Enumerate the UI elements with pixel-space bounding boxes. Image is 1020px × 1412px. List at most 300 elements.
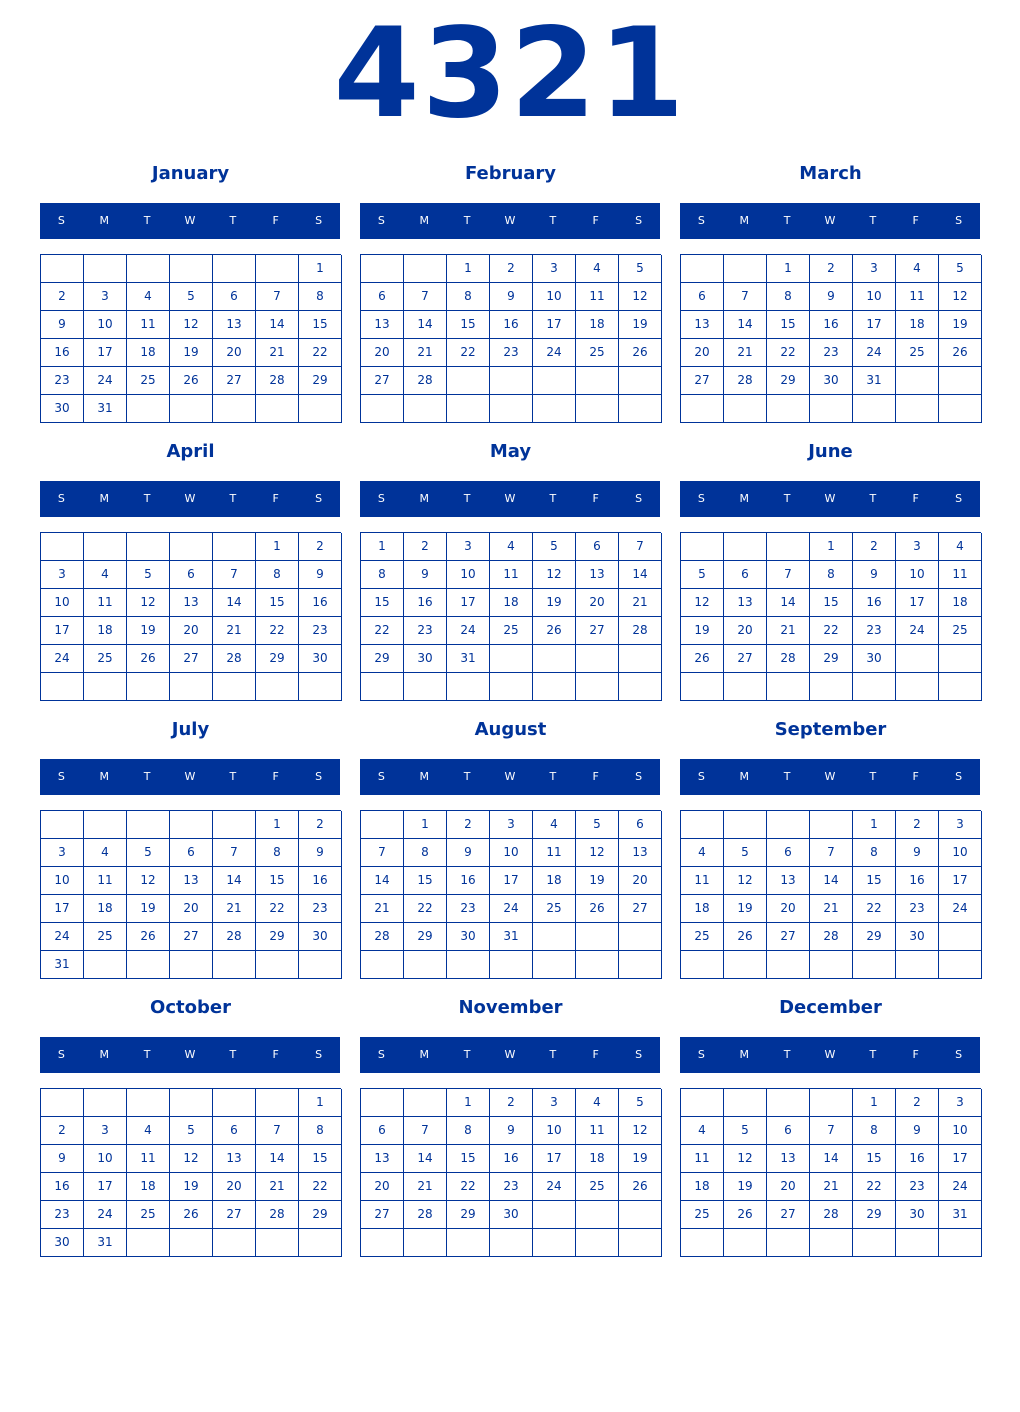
empty-day-cell	[533, 951, 576, 979]
day-cell: 16	[490, 1145, 533, 1173]
empty-day-cell	[256, 395, 299, 423]
empty-day-cell	[939, 367, 982, 395]
day-cell: 24	[533, 1173, 576, 1201]
day-cell: 22	[447, 339, 490, 367]
day-grid	[40, 254, 341, 423]
day-cell: 30	[404, 645, 447, 673]
empty-day-cell	[404, 255, 447, 283]
weekday-label: S	[635, 214, 643, 227]
day-cell: 16	[447, 867, 490, 895]
day-cell: 10	[939, 839, 982, 867]
empty-day-cell	[213, 673, 256, 701]
weekday-label: S	[955, 214, 963, 227]
day-cell: 15	[404, 867, 447, 895]
day-cell: 6	[681, 283, 724, 311]
day-cell: 14	[404, 1145, 447, 1173]
empty-day-cell	[896, 645, 939, 673]
empty-day-cell	[170, 533, 213, 561]
day-cell: 24	[84, 367, 127, 395]
empty-day-cell	[810, 951, 853, 979]
empty-day-cell	[213, 811, 256, 839]
day-cell: 30	[896, 1201, 939, 1229]
day-cell: 31	[447, 645, 490, 673]
day-cell: 17	[41, 895, 84, 923]
empty-day-cell	[447, 673, 490, 701]
day-cell: 9	[896, 839, 939, 867]
day-cell: 15	[767, 311, 810, 339]
weekday-label: W	[824, 492, 836, 505]
day-cell: 23	[853, 617, 896, 645]
empty-day-cell	[767, 1089, 810, 1117]
day-cell: 11	[939, 561, 982, 589]
day-cell: 31	[939, 1201, 982, 1229]
empty-day-cell	[681, 951, 724, 979]
day-cell: 16	[299, 867, 342, 895]
day-cell: 22	[299, 339, 342, 367]
empty-day-cell	[404, 951, 447, 979]
day-cell: 12	[170, 1145, 213, 1173]
day-cell: 30	[810, 367, 853, 395]
day-cell: 11	[490, 561, 533, 589]
weekday-label: T	[549, 214, 557, 227]
day-cell: 21	[724, 339, 767, 367]
weekday-label: F	[592, 214, 599, 227]
empty-day-cell	[681, 533, 724, 561]
empty-day-cell	[724, 533, 767, 561]
weekday-label: M	[419, 1048, 430, 1061]
weekday-label: T	[783, 492, 791, 505]
day-cell: 7	[404, 283, 447, 311]
empty-day-cell	[724, 395, 767, 423]
day-cell: 29	[404, 923, 447, 951]
empty-day-cell	[853, 673, 896, 701]
empty-day-cell	[724, 951, 767, 979]
day-cell: 8	[853, 1117, 896, 1145]
weekday-label: T	[143, 214, 151, 227]
day-cell: 21	[810, 1173, 853, 1201]
empty-day-cell	[299, 951, 342, 979]
day-cell: 1	[447, 255, 490, 283]
empty-day-cell	[939, 395, 982, 423]
day-cell: 23	[447, 895, 490, 923]
empty-day-cell	[127, 255, 170, 283]
day-cell: 3	[41, 839, 84, 867]
day-cell: 29	[299, 1201, 342, 1229]
day-cell: 29	[361, 645, 404, 673]
day-cell: 17	[41, 617, 84, 645]
weekday-label: W	[184, 770, 196, 783]
day-cell: 6	[361, 1117, 404, 1145]
day-cell: 1	[853, 1089, 896, 1117]
day-cell: 4	[681, 839, 724, 867]
day-cell: 18	[490, 589, 533, 617]
day-cell: 10	[939, 1117, 982, 1145]
weekday-label: M	[419, 770, 430, 783]
weekday-label: T	[783, 1048, 791, 1061]
day-cell: 4	[490, 533, 533, 561]
day-cell: 15	[256, 589, 299, 617]
day-cell: 12	[724, 1145, 767, 1173]
day-cell: 28	[256, 1201, 299, 1229]
weekday-label: S	[955, 492, 963, 505]
day-grid	[360, 254, 661, 423]
year-title: 4321	[333, 2, 687, 146]
day-cell: 1	[810, 533, 853, 561]
day-cell: 5	[170, 283, 213, 311]
day-cell: 27	[170, 645, 213, 673]
month-february	[360, 158, 661, 428]
day-cell: 25	[84, 923, 127, 951]
day-cell: 7	[256, 283, 299, 311]
weekday-label: S	[377, 1048, 385, 1061]
day-cell: 18	[84, 895, 127, 923]
empty-day-cell	[170, 811, 213, 839]
weekday-label: M	[739, 1048, 750, 1061]
day-cell: 17	[84, 339, 127, 367]
day-cell: 15	[447, 311, 490, 339]
month-april	[40, 436, 341, 706]
empty-day-cell	[681, 673, 724, 701]
day-cell: 16	[490, 311, 533, 339]
empty-day-cell	[127, 951, 170, 979]
day-cell: 6	[170, 839, 213, 867]
day-cell: 28	[404, 367, 447, 395]
day-cell: 17	[533, 1145, 576, 1173]
empty-day-cell	[533, 673, 576, 701]
empty-day-cell	[361, 951, 404, 979]
empty-day-cell	[361, 1089, 404, 1117]
day-cell: 18	[681, 1173, 724, 1201]
day-cell: 26	[619, 339, 662, 367]
day-cell: 8	[810, 561, 853, 589]
day-cell: 30	[41, 1229, 84, 1257]
empty-day-cell	[490, 645, 533, 673]
empty-day-cell	[447, 367, 490, 395]
day-cell: 7	[213, 561, 256, 589]
weekday-header	[360, 203, 660, 239]
day-cell: 17	[896, 589, 939, 617]
day-grid	[360, 810, 661, 979]
day-cell: 20	[170, 895, 213, 923]
day-grid	[680, 532, 981, 701]
day-cell: 3	[533, 255, 576, 283]
day-grid	[40, 810, 341, 979]
day-cell: 8	[361, 561, 404, 589]
day-cell: 5	[533, 533, 576, 561]
day-cell: 11	[127, 1145, 170, 1173]
day-cell: 15	[447, 1145, 490, 1173]
day-cell: 24	[447, 617, 490, 645]
day-cell: 9	[41, 1145, 84, 1173]
day-cell: 31	[490, 923, 533, 951]
month-title: March	[799, 163, 862, 184]
day-cell: 20	[213, 1173, 256, 1201]
day-cell: 12	[939, 283, 982, 311]
empty-day-cell	[939, 923, 982, 951]
empty-day-cell	[939, 645, 982, 673]
empty-day-cell	[681, 255, 724, 283]
day-grid	[680, 254, 981, 423]
day-cell: 16	[810, 311, 853, 339]
weekday-label: T	[463, 492, 471, 505]
day-cell: 14	[724, 311, 767, 339]
day-cell: 30	[299, 645, 342, 673]
day-cell: 6	[576, 533, 619, 561]
empty-day-cell	[490, 951, 533, 979]
weekday-label: S	[57, 492, 65, 505]
empty-day-cell	[84, 811, 127, 839]
weekday-label: T	[783, 770, 791, 783]
empty-day-cell	[576, 395, 619, 423]
empty-day-cell	[127, 1229, 170, 1257]
day-cell: 30	[299, 923, 342, 951]
empty-day-cell	[619, 951, 662, 979]
day-cell: 22	[767, 339, 810, 367]
day-cell: 14	[213, 589, 256, 617]
day-cell: 12	[576, 839, 619, 867]
day-cell: 8	[447, 283, 490, 311]
weekday-label: T	[143, 1048, 151, 1061]
day-cell: 17	[939, 867, 982, 895]
empty-day-cell	[41, 811, 84, 839]
day-cell: 24	[853, 339, 896, 367]
day-cell: 2	[490, 255, 533, 283]
weekday-label: S	[377, 214, 385, 227]
empty-day-cell	[41, 533, 84, 561]
empty-day-cell	[681, 395, 724, 423]
day-cell: 21	[404, 339, 447, 367]
day-cell: 1	[853, 811, 896, 839]
day-cell: 26	[681, 645, 724, 673]
empty-day-cell	[170, 1089, 213, 1117]
weekday-label: F	[272, 1048, 279, 1061]
day-cell: 30	[853, 645, 896, 673]
day-cell: 6	[213, 1117, 256, 1145]
day-cell: 16	[299, 589, 342, 617]
empty-day-cell	[127, 533, 170, 561]
day-cell: 11	[84, 867, 127, 895]
day-cell: 17	[853, 311, 896, 339]
day-cell: 13	[361, 1145, 404, 1173]
month-july	[40, 714, 341, 984]
day-cell: 6	[170, 561, 213, 589]
day-cell: 10	[447, 561, 490, 589]
day-cell: 22	[810, 617, 853, 645]
day-cell: 10	[853, 283, 896, 311]
weekday-label: W	[504, 214, 516, 227]
day-cell: 7	[767, 561, 810, 589]
weekday-label: M	[99, 1048, 110, 1061]
weekday-label: S	[315, 770, 323, 783]
day-cell: 4	[84, 561, 127, 589]
day-cell: 7	[619, 533, 662, 561]
day-cell: 11	[576, 1117, 619, 1145]
day-cell: 12	[170, 311, 213, 339]
day-cell: 28	[810, 923, 853, 951]
day-cell: 27	[767, 923, 810, 951]
day-cell: 6	[767, 839, 810, 867]
day-cell: 9	[299, 839, 342, 867]
weekday-label: W	[824, 770, 836, 783]
day-cell: 17	[447, 589, 490, 617]
day-cell: 31	[84, 1229, 127, 1257]
empty-day-cell	[724, 811, 767, 839]
day-cell: 9	[853, 561, 896, 589]
empty-day-cell	[853, 395, 896, 423]
day-cell: 27	[361, 367, 404, 395]
weekday-header	[40, 203, 340, 239]
weekday-header	[680, 1037, 980, 1073]
weekday-label: M	[739, 770, 750, 783]
weekday-label: S	[635, 770, 643, 783]
day-cell: 8	[256, 561, 299, 589]
day-cell: 15	[853, 867, 896, 895]
empty-day-cell	[767, 395, 810, 423]
day-cell: 2	[299, 811, 342, 839]
day-cell: 26	[576, 895, 619, 923]
day-cell: 27	[213, 367, 256, 395]
empty-day-cell	[256, 1229, 299, 1257]
weekday-header	[40, 481, 340, 517]
day-cell: 26	[127, 645, 170, 673]
weekday-label: T	[783, 214, 791, 227]
day-cell: 13	[767, 867, 810, 895]
day-cell: 2	[299, 533, 342, 561]
empty-day-cell	[361, 811, 404, 839]
empty-day-cell	[41, 673, 84, 701]
empty-day-cell	[404, 1229, 447, 1257]
empty-day-cell	[681, 1229, 724, 1257]
month-title: February	[464, 163, 557, 184]
empty-day-cell	[576, 951, 619, 979]
day-cell: 28	[213, 645, 256, 673]
day-cell: 7	[810, 1117, 853, 1145]
weekday-label: S	[697, 1048, 705, 1061]
empty-day-cell	[681, 1089, 724, 1117]
day-cell: 7	[213, 839, 256, 867]
day-cell: 22	[256, 895, 299, 923]
day-cell: 5	[724, 1117, 767, 1145]
day-cell: 4	[939, 533, 982, 561]
day-cell: 17	[533, 311, 576, 339]
empty-day-cell	[896, 673, 939, 701]
day-cell: 16	[896, 1145, 939, 1173]
day-cell: 27	[361, 1201, 404, 1229]
day-cell: 14	[213, 867, 256, 895]
weekday-label: S	[697, 492, 705, 505]
day-cell: 31	[853, 367, 896, 395]
day-cell: 3	[41, 561, 84, 589]
empty-day-cell	[256, 255, 299, 283]
day-cell: 20	[361, 339, 404, 367]
empty-day-cell	[84, 1089, 127, 1117]
weekday-header	[360, 759, 660, 795]
day-cell: 11	[681, 1145, 724, 1173]
day-cell: 10	[533, 283, 576, 311]
day-cell: 31	[84, 395, 127, 423]
day-cell: 23	[41, 1201, 84, 1229]
empty-day-cell	[127, 395, 170, 423]
month-title: November	[458, 997, 563, 1018]
weekday-label: M	[739, 214, 750, 227]
empty-day-cell	[84, 533, 127, 561]
empty-day-cell	[41, 1089, 84, 1117]
day-cell: 2	[41, 283, 84, 311]
day-cell: 4	[681, 1117, 724, 1145]
empty-day-cell	[576, 645, 619, 673]
day-cell: 14	[256, 311, 299, 339]
weekday-label: F	[912, 214, 919, 227]
weekday-label: F	[592, 770, 599, 783]
weekday-label: T	[229, 492, 237, 505]
month-may	[360, 436, 661, 706]
day-cell: 9	[299, 561, 342, 589]
empty-day-cell	[810, 811, 853, 839]
weekday-label: M	[419, 492, 430, 505]
empty-day-cell	[533, 395, 576, 423]
day-cell: 5	[939, 255, 982, 283]
day-cell: 1	[361, 533, 404, 561]
empty-day-cell	[361, 395, 404, 423]
day-grid	[360, 1088, 661, 1257]
day-cell: 7	[361, 839, 404, 867]
empty-day-cell	[724, 1229, 767, 1257]
day-cell: 28	[767, 645, 810, 673]
weekday-label: M	[99, 492, 110, 505]
empty-day-cell	[299, 395, 342, 423]
day-cell: 24	[939, 895, 982, 923]
weekday-label: T	[869, 492, 877, 505]
weekday-label: W	[184, 492, 196, 505]
day-cell: 15	[299, 311, 342, 339]
day-cell: 29	[853, 923, 896, 951]
day-cell: 7	[256, 1117, 299, 1145]
day-cell: 1	[767, 255, 810, 283]
day-cell: 25	[127, 1201, 170, 1229]
empty-day-cell	[724, 673, 767, 701]
day-cell: 21	[767, 617, 810, 645]
day-cell: 25	[576, 1173, 619, 1201]
empty-day-cell	[361, 1229, 404, 1257]
day-cell: 13	[681, 311, 724, 339]
empty-day-cell	[213, 951, 256, 979]
day-cell: 4	[127, 283, 170, 311]
empty-day-cell	[404, 395, 447, 423]
empty-day-cell	[810, 395, 853, 423]
day-cell: 1	[447, 1089, 490, 1117]
weekday-label: W	[824, 1048, 836, 1061]
weekday-label: F	[592, 1048, 599, 1061]
day-cell: 19	[576, 867, 619, 895]
day-cell: 22	[256, 617, 299, 645]
empty-day-cell	[853, 951, 896, 979]
day-cell: 10	[41, 867, 84, 895]
weekday-label: S	[377, 770, 385, 783]
day-cell: 4	[576, 1089, 619, 1117]
day-cell: 26	[619, 1173, 662, 1201]
day-cell: 29	[767, 367, 810, 395]
empty-day-cell	[810, 673, 853, 701]
day-cell: 11	[127, 311, 170, 339]
day-cell: 27	[576, 617, 619, 645]
day-cell: 3	[447, 533, 490, 561]
day-cell: 16	[41, 339, 84, 367]
empty-day-cell	[896, 1229, 939, 1257]
day-cell: 9	[810, 283, 853, 311]
day-cell: 20	[681, 339, 724, 367]
day-cell: 23	[41, 367, 84, 395]
empty-day-cell	[576, 367, 619, 395]
